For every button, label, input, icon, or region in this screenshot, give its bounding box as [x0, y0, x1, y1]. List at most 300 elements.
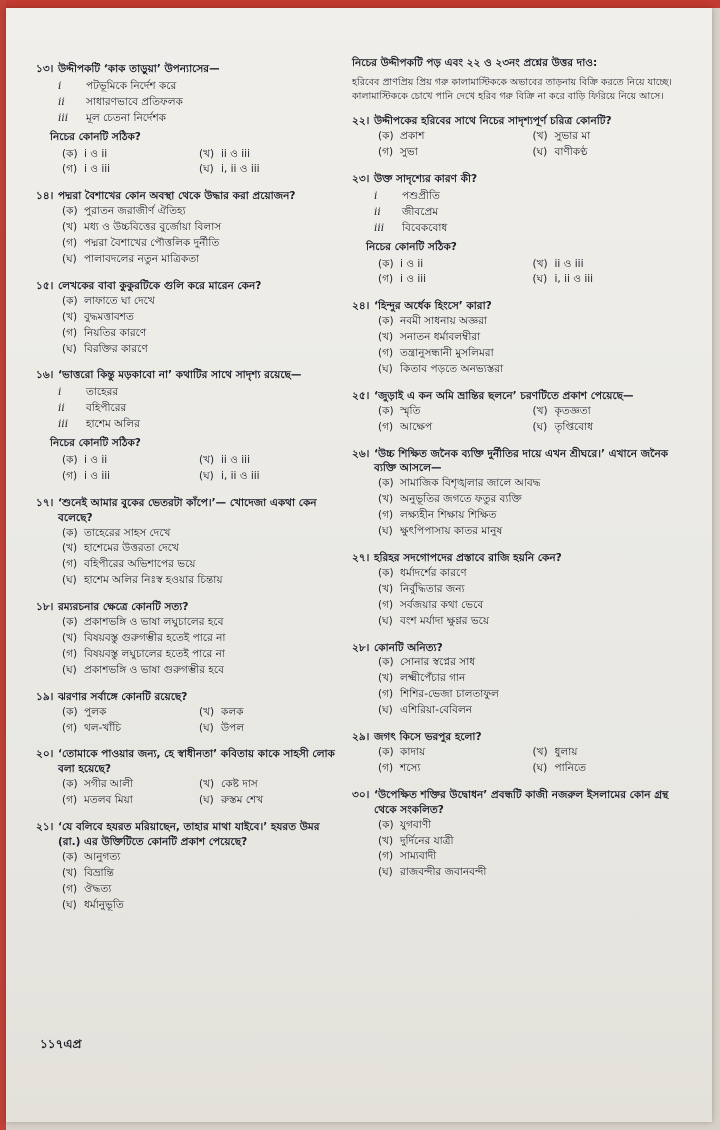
option-text: কাদায় [400, 745, 426, 758]
question-number: ২৬। [352, 447, 370, 460]
option-text: সোনার স্বপ্নের সাধ [400, 656, 476, 669]
question-prompt: নিচের কোনটি সঠিক? [50, 130, 141, 143]
option-label: (গ) [378, 850, 394, 863]
option-label: (খ) [199, 147, 215, 160]
answer-option [199, 721, 336, 736]
option-label: (খ) [62, 310, 78, 323]
question-text: ‘ভাত্তরো কিন্তু মড়কাবো না’ কথাটির সাথে সাদৃশ্য রয়েছে— [58, 369, 302, 382]
option-text: নবমী সাধনায় অজ্ঞরা [400, 315, 487, 328]
question-text: ‘উচ্চ শিক্ষিত জনৈক ব্যক্তি দুর্নীতির দায়ে এখন শ্রীঘরে।’ এখানে জনৈক ব্যক্তি আসলে— [374, 447, 669, 475]
question-number: ১৫। [36, 279, 54, 292]
question-prompt: নিচের কোনটি সঠিক? [366, 240, 457, 253]
option-text: ধুলায় [554, 745, 578, 758]
statement-text: মূল চেতনা নির্দেশক [86, 111, 167, 124]
option-list [378, 566, 687, 629]
option-label: (ক) [62, 526, 78, 539]
statement-numeral: ii [374, 205, 381, 218]
option-list [378, 655, 687, 718]
statement-text: জীবপ্রেম [402, 205, 439, 218]
option-text: লক্ষ্মীপেঁচার গান [400, 672, 466, 685]
option-text: এশিরিয়া-বেবিলন [400, 704, 473, 717]
option-text: i ও iii [84, 469, 111, 482]
question-text: ঝরণার সর্বাঙ্গে কোনটি রয়েছে? [58, 690, 188, 703]
question-number: ২৪। [352, 300, 370, 313]
question-text: ‘উপেক্ষিত শক্তির উদ্বোধন’ প্রবন্ধটি কাজী নজরুল ইসলামের কোন গ্রন্থ থেকে সংকলিত? [374, 788, 669, 816]
question-block [36, 62, 336, 177]
option-label: (ঘ) [199, 469, 214, 482]
answer-option [62, 541, 336, 556]
question-text: ‘শুনেই আমার বুকের ভেতরটা কাঁপে।’— খোদেজা একথা কেন বলেছে? [58, 496, 317, 524]
option-text: কিতাব পড়তে অনভ্যস্তরা [400, 362, 504, 375]
answer-option [62, 866, 336, 881]
question-block [352, 788, 687, 880]
option-label: (ক) [62, 205, 78, 218]
option-label: (ঘ) [199, 163, 214, 176]
question-number: ১৭। [36, 496, 54, 509]
answer-option [378, 257, 533, 272]
question-number: ২৮। [352, 641, 370, 654]
statement-numeral: i [374, 189, 378, 202]
answer-option [378, 346, 687, 361]
option-text: কৃতজ্ঞতা [554, 404, 591, 417]
option-text: কেষ্ট দাস [221, 778, 258, 791]
option-label: (ঘ) [532, 273, 548, 286]
option-label: (ক) [378, 257, 394, 270]
question-number: ২০। [36, 748, 54, 761]
question-number: ২৩। [352, 172, 370, 185]
option-label: (ক) [378, 656, 394, 669]
question-text: পদ্মরা বৈশাখের কোন অবস্থা থেকে উদ্ধার করা প্রয়োজন? [58, 190, 296, 203]
option-text: অনুভূতির জগতে ফতুর ব্যক্তি [400, 493, 522, 506]
option-text: প্রকাশভঙ্গি ও ভাষা গুরুগম্ভীর হবে [84, 663, 224, 676]
option-label: (খ) [532, 404, 548, 417]
answer-option [378, 524, 687, 539]
answer-option [62, 252, 336, 267]
statement-list [58, 385, 336, 432]
answer-option [62, 294, 336, 309]
statement-text: বহিপীরের [86, 402, 127, 415]
question-number: ১৬। [36, 369, 54, 382]
option-list [62, 204, 336, 267]
answer-option [378, 671, 687, 686]
answer-option [378, 598, 687, 613]
answer-option [378, 703, 687, 718]
answer-option [199, 162, 336, 177]
statement-item [374, 189, 687, 204]
option-label: (গ) [62, 647, 78, 660]
option-label: (ক) [378, 477, 394, 490]
option-list [378, 476, 687, 539]
answer-option [62, 236, 336, 251]
answer-option [378, 655, 687, 670]
statement-numeral: iii [58, 111, 69, 124]
question-header [36, 600, 336, 615]
option-text: i, ii ও iii [221, 163, 260, 176]
answer-option [62, 705, 199, 720]
answer-option [378, 420, 533, 435]
option-text: শস্যে [400, 761, 421, 774]
option-text: পুরাতন জরাজীর্ণ ঐতিহ্য [84, 205, 186, 218]
answer-option [378, 145, 533, 160]
option-text: ধর্মাদর্শের কারণে [400, 566, 467, 579]
option-label: (ক) [62, 453, 78, 466]
option-label: (ক) [378, 566, 394, 579]
answer-option [378, 362, 687, 377]
question-number: ২৯। [352, 731, 370, 744]
option-text: বিষয়বস্তু গুরুগম্ভীর হতেই পারে না [84, 632, 226, 644]
option-text: বহিপীরের অভিশাপের ভয়ে [84, 558, 196, 571]
option-label: (ঘ) [378, 704, 393, 717]
answer-option [199, 705, 336, 720]
passage-text: হরিবেব প্রাণপ্রিয় প্রিয় গরু কালামাস্টিককে অভাবের তাড়নায় বিক্রি করতে নিয়ে যাচ্ছে। কালামাস্টিককে চোখে পানি দেখে হরিব গরু বিক্রি না করে বাড়ি ফিরিয়ে নিয়ে আসে। [352, 76, 672, 102]
option-label: (ঘ) [62, 574, 77, 587]
answer-option [378, 129, 533, 144]
option-text: i ও iii [400, 273, 427, 286]
option-list [62, 850, 336, 913]
question-number: ১৮। [36, 601, 54, 614]
option-text: ii ও iii [221, 453, 250, 466]
answer-option [62, 469, 199, 484]
answer-option [378, 476, 687, 491]
option-label: (খ) [62, 866, 78, 879]
question-block [352, 172, 687, 287]
question-block [352, 730, 687, 776]
statement-numeral: ii [58, 95, 65, 108]
answer-option [62, 220, 336, 235]
answer-option [378, 745, 533, 760]
option-label: (গ) [378, 420, 394, 433]
option-label: (খ) [378, 493, 394, 506]
answer-option [62, 777, 199, 792]
answer-option [62, 615, 336, 630]
option-label: (ঘ) [62, 252, 77, 265]
statement-numeral: ii [58, 402, 65, 415]
option-text: নির্বুদ্ধিতার জন্য [400, 582, 465, 595]
answer-option [62, 573, 336, 588]
question-text: ‘হিন্দুর অর্ধেক হিংসে’ কারা? [374, 300, 492, 313]
question-block [352, 114, 687, 160]
answer-option [199, 453, 336, 468]
option-text: রাজবন্দীর জবানবন্দী [400, 866, 487, 879]
option-label: (গ) [62, 558, 78, 571]
answer-option [62, 631, 336, 646]
option-text: হাশেম অলির নিঃস্ব হওয়ার চিন্তায় [84, 574, 223, 587]
answer-option [62, 721, 199, 736]
option-list [62, 147, 336, 178]
question-header [352, 551, 687, 566]
option-text: সাম্যবাদী [400, 850, 437, 863]
option-label: (ঘ) [199, 794, 214, 807]
question-header [352, 172, 687, 187]
option-label: (খ) [199, 705, 215, 718]
option-text: সুভা [400, 146, 418, 159]
option-label: (ক) [378, 745, 394, 758]
answer-option [378, 492, 687, 507]
question-header [352, 730, 687, 745]
question-header [352, 389, 687, 404]
option-text: পদ্মরা বৈশাখের পৌত্তলিক দুর্নীতি [84, 237, 220, 250]
option-label: (ক) [378, 818, 394, 831]
option-label: (ঘ) [532, 761, 548, 774]
question-number: ২৭। [352, 552, 370, 564]
question-prompt: নিচের কোনটি সঠিক? [50, 437, 141, 450]
option-label: (গ) [62, 882, 78, 895]
option-text: সামাজিক বিশৃঙ্খলার জালে আবদ্ধ [400, 477, 541, 490]
page-code: ১১৭এপ্র [40, 1037, 82, 1051]
option-text: বংশ মর্যাদা ক্ষুণ্ণর ভয়ে [400, 614, 490, 627]
question-number: ২২। [352, 115, 370, 128]
answer-option [62, 453, 199, 468]
question-text: লেখকের বাবা কুকুরটিকে গুলি করে মারেন কেন? [58, 279, 262, 292]
question-number: ১৯। [36, 690, 54, 703]
answer-option [533, 404, 688, 419]
question-block [36, 690, 336, 736]
answer-option [199, 777, 336, 792]
statement-item [58, 79, 336, 94]
answer-option [62, 557, 336, 572]
answer-option [62, 898, 336, 913]
question-text: ‘তোমাকে পাওয়ার জন্য, হে স্বাধীনতা’ কবিতায় কাকে সাহসী লোক বলা হয়েছে? [58, 748, 335, 776]
question-text: কোনটি অনিত্য? [374, 641, 443, 654]
question-number: ১৪। [36, 190, 54, 203]
option-label: (খ) [532, 745, 548, 758]
answer-option [62, 793, 199, 808]
answer-option [62, 882, 336, 897]
option-label: (গ) [62, 326, 78, 339]
option-text: আনুগত্য [84, 850, 121, 863]
answer-option [62, 147, 199, 162]
option-label: (ঘ) [378, 866, 393, 879]
statement-text: সাধারণভাবে প্রতিফলক [86, 95, 183, 108]
option-text: বাণীকণ্ঠ [554, 146, 588, 159]
option-text: থল-খাঁচি [84, 721, 122, 734]
answer-option [533, 420, 688, 435]
option-label: (ক) [378, 315, 394, 328]
question-block [352, 447, 687, 539]
option-label: (ক) [62, 147, 78, 160]
question-block [352, 389, 687, 435]
question-text: জগৎ কিসে ভরপুর হলো? [374, 731, 482, 744]
option-list [378, 314, 687, 377]
option-text: সনাতন ধর্মাবলম্বীরা [400, 331, 481, 344]
question-block [36, 368, 336, 483]
option-label: (গ) [62, 163, 78, 176]
question-block [36, 496, 336, 588]
question-header [352, 447, 687, 477]
option-label: (খ) [378, 672, 394, 685]
option-text: পানিতে [554, 761, 587, 774]
answer-option [378, 566, 687, 581]
option-label: (খ) [199, 453, 215, 466]
question-header [352, 788, 687, 818]
answer-option [533, 129, 688, 144]
option-text: শিশির-ভেজা চালতাফুল [400, 688, 499, 701]
answer-option [378, 849, 687, 864]
answer-option [62, 663, 336, 678]
question-text: উক্ত সাদৃশ্যের কারণ কী? [374, 172, 478, 185]
option-list [62, 526, 336, 589]
option-list [378, 129, 687, 160]
statement-list [58, 79, 336, 126]
option-label: (গ) [378, 146, 394, 159]
option-label: (গ) [62, 469, 78, 482]
option-list [378, 818, 687, 881]
option-list [378, 404, 687, 435]
statement-item [374, 221, 687, 236]
option-text: উপল [221, 721, 245, 734]
question-text: ‘যে বলিবে হযরত মরিয়াছেন, তাহার মাথা যাইবে।’ হযরত উমর (রা.) এর উক্তিটিতে কোনটি প্রকাশ পেয়েছে? [58, 821, 320, 848]
passage-heading: নিচের উদ্দীপকটি পড় এবং ২২ ও ২৩নং প্রশ্নের উত্তর দাও: [352, 57, 598, 69]
statement-text: পশুপ্রীতি [402, 189, 440, 202]
answer-option [378, 761, 533, 776]
option-label: (ক) [62, 616, 78, 629]
statement-numeral: iii [58, 418, 69, 431]
option-text: প্রকাশভঙ্গি ও ভাষা লঘুচালের হবে [84, 616, 224, 629]
answer-option [199, 469, 336, 484]
question-header [352, 114, 687, 129]
statement-item [58, 95, 336, 110]
answer-option [378, 508, 687, 523]
answer-option [62, 342, 336, 357]
option-label: (ঘ) [378, 525, 393, 538]
option-label: (ঘ) [532, 146, 548, 159]
answer-option [199, 147, 336, 162]
option-list [378, 257, 687, 288]
answer-option [533, 257, 688, 272]
question-header [36, 62, 336, 77]
answer-option [62, 204, 336, 219]
question-text: উদ্দীপকটি ‘কাক তাড়ুয়া’ উপন্যাসের— [58, 63, 220, 75]
answer-option [533, 145, 688, 160]
option-text: তন্ত্রানুসন্ধানী মুসলিমরা [400, 347, 494, 360]
option-label: (গ) [62, 237, 78, 250]
option-text: মতলব মিয়া [84, 794, 133, 807]
option-label: (গ) [378, 598, 394, 611]
option-label: (গ) [378, 509, 394, 522]
question-block [36, 747, 336, 808]
question-block [36, 820, 336, 912]
answer-option [533, 272, 688, 287]
option-label: (ঘ) [378, 362, 393, 375]
option-text: যুগবাণী [400, 818, 432, 831]
statement-item [374, 205, 687, 220]
option-label: (ক) [62, 778, 78, 791]
option-label: (গ) [62, 721, 78, 734]
option-label: (খ) [378, 582, 394, 595]
answer-option [62, 850, 336, 865]
option-text: ক্ষুৎপিপাসায় কাতর মানুষ [400, 525, 503, 538]
option-text: সগীর আলী [84, 778, 134, 791]
question-header [352, 641, 687, 656]
option-text: তৃপ্তিবোধ [554, 420, 594, 433]
option-label: (খ) [62, 542, 78, 555]
option-text: স্মৃতি [400, 404, 421, 417]
question-number: ৩০। [352, 788, 370, 801]
right-column [352, 52, 687, 892]
left-column [36, 62, 336, 925]
answer-option [62, 647, 336, 662]
option-label: (ঘ) [62, 898, 77, 911]
answer-option [199, 793, 336, 808]
answer-option [378, 614, 687, 629]
question-header [36, 496, 336, 526]
statement-text: হাশেম অলির [86, 418, 140, 431]
question-header [36, 820, 336, 850]
question-header [36, 690, 336, 705]
question-block [36, 600, 336, 678]
question-header [36, 747, 336, 777]
answer-option [62, 310, 336, 325]
option-list [62, 294, 336, 357]
option-text: বিষয়বস্তু লঘুচালের হতেই পারে না [84, 647, 225, 660]
question-header [36, 279, 336, 294]
option-text: লক্ষ্যহীন শিক্ষায় শিক্ষিত [400, 509, 497, 522]
option-list [62, 615, 336, 678]
option-label: (গ) [378, 688, 394, 701]
answer-option [378, 330, 687, 345]
option-label: (গ) [378, 347, 394, 360]
option-label: (ক) [62, 705, 78, 718]
answer-option [62, 326, 336, 341]
option-label: (ঘ) [532, 420, 548, 433]
answer-option [378, 865, 687, 880]
option-text: আক্ষেপ [400, 420, 433, 433]
option-label: (গ) [378, 273, 394, 286]
option-label: (ঘ) [62, 342, 77, 355]
option-label: (গ) [62, 794, 78, 807]
option-label: (খ) [199, 778, 215, 791]
option-label: (খ) [532, 130, 548, 143]
statement-text: বিবেকবোধ [402, 221, 448, 234]
statement-list [374, 189, 687, 236]
statement-text: তাহেরর [86, 386, 119, 399]
option-text: হাশেমের উত্তরতা দেখে [84, 542, 179, 555]
question-header [36, 189, 336, 204]
option-text: দুর্দিনের যাত্রী [400, 834, 454, 847]
answer-option [378, 404, 533, 419]
answer-option [533, 761, 688, 776]
question-block [36, 279, 336, 357]
option-text: i ও ii [84, 147, 108, 160]
passage-block [352, 56, 687, 104]
option-label: (ক) [378, 404, 394, 417]
option-text: ii ও iii [554, 257, 584, 270]
option-text: লাফাতে ঘা দেখে [84, 294, 155, 307]
option-text: i, ii ও iii [554, 273, 594, 286]
option-label: (খ) [378, 834, 394, 847]
option-list [62, 453, 336, 484]
question-text: রম্যরচনার ক্ষেত্রে কোনটি সত্য? [58, 601, 189, 614]
answer-option [378, 818, 687, 833]
option-label: (ঘ) [199, 721, 214, 734]
option-text: পালাবদলের নতুন মাত্রিকতা [84, 252, 200, 265]
option-text: সুভার মা [554, 130, 591, 143]
option-label: (ক) [62, 294, 78, 307]
question-block [352, 299, 687, 377]
question-block [352, 641, 687, 719]
statement-numeral: i [58, 79, 62, 92]
right-questions [352, 114, 687, 880]
question-text: হরিহর সদগোপদের প্রস্তাবে রাজি হয়নি কেন? [374, 552, 562, 564]
statement-item [58, 111, 336, 126]
option-label: (ক) [62, 850, 78, 863]
option-text: i, ii ও iii [221, 469, 260, 482]
answer-option [378, 834, 687, 849]
statement-item [58, 401, 336, 416]
question-number: ১৩। [36, 63, 54, 75]
option-label: (খ) [62, 632, 78, 644]
option-label: (খ) [532, 257, 548, 270]
